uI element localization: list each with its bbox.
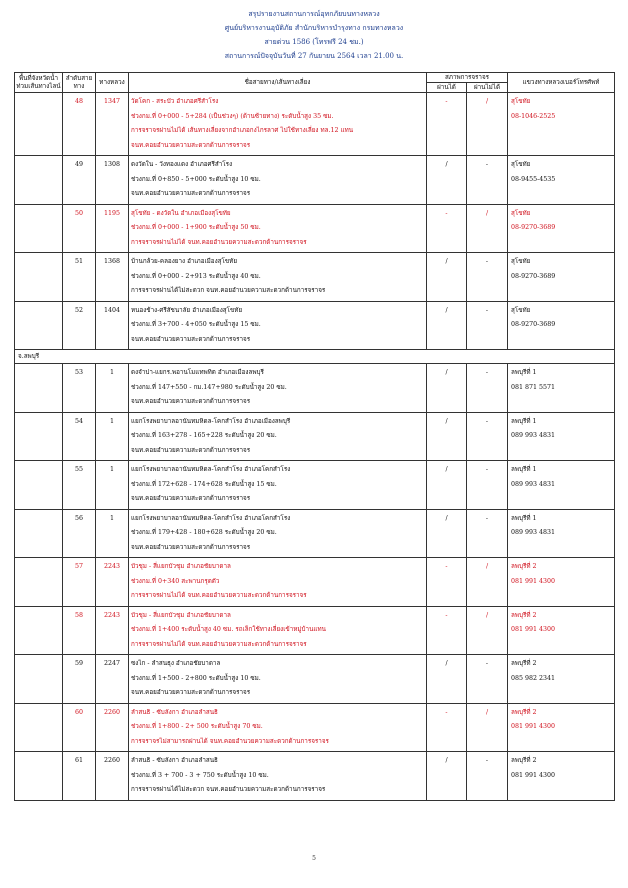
impassable-mark: - xyxy=(467,752,508,801)
table-row xyxy=(15,558,615,607)
phone-number: 089 993 4831 xyxy=(511,529,556,536)
phone-number: 081 991 4300 xyxy=(511,771,556,779)
route-line: การจราจรไม่สามารถผ่านได้ จนท.คอยอำนวยความสะดวกด้านการจราจร xyxy=(131,737,329,745)
highway-number: 2260 xyxy=(96,752,129,801)
row-number: 61 xyxy=(63,752,96,801)
province-label: จ.ลพบุรี xyxy=(15,350,615,364)
province-cell xyxy=(15,655,63,704)
contact-cell xyxy=(508,364,615,413)
row-number: 54 xyxy=(63,412,96,461)
route-line: ช่วงกม.ที่ 0+850 - 5+000 ระดับน้ำสูง 10 ซม. xyxy=(131,175,261,183)
passable-mark: / xyxy=(427,412,467,461)
passable-mark: / xyxy=(427,655,467,704)
province-cell xyxy=(15,461,63,510)
row-number: 56 xyxy=(63,509,96,558)
route-line: ช่วงกม.ที่ 0+000 - 1+900 ระดับน้ำสูง 50 ซม. xyxy=(131,224,261,231)
route-line: ช่วงกม.ที่ 3+700 - 4+050 ระดับน้ำสูง 15 ซม. xyxy=(131,321,261,328)
phone-number: 081 991 4300 xyxy=(511,577,556,585)
highway-number: 1195 xyxy=(96,204,129,253)
route-line: ช่วงกม.ที่ 1+500 - 2+800 ระดับน้ำสูง 10 ซม. xyxy=(131,674,261,682)
highway-number: 1404 xyxy=(96,301,129,350)
route-line: ช่วงกม.ที่ 1+400 ระดับน้ำสูง 40 ซม. รถเล็กใช้ทางเลี่ยงเข้าหมู่บ้านแทน xyxy=(131,626,326,633)
table-header xyxy=(15,73,615,93)
phone-number: 08-9455-4535 xyxy=(511,175,556,183)
highway-number: 2243 xyxy=(96,558,129,607)
table-row xyxy=(15,655,615,704)
district-office: สุโขทัย xyxy=(511,209,531,217)
route-line: ช่วงกม.ที่ 147+550 - กม.147+980 ระดับน้ำสูง 20 ซม. xyxy=(131,383,287,391)
impassable-mark: / xyxy=(467,93,508,156)
route-line: ช่วงกม.ที่ 3 + 700 - 3 + 750 ระดับน้ำสูง 10 ซม. xyxy=(131,771,269,779)
route-cell xyxy=(129,558,427,607)
passable-mark: - xyxy=(427,204,467,253)
row-number: 49 xyxy=(63,156,96,205)
passable-mark: - xyxy=(427,703,467,752)
route-line: ลำสนธิ - ซับลังกา อำเภอลำสนธิ xyxy=(131,708,218,716)
impassable-mark: - xyxy=(467,156,508,205)
phone-number: 08-1046-2525 xyxy=(511,112,556,120)
header-date: สถานการณ์ปัจจุบันวันที่ 27 กันยายน 2564 เวลา 21.00 น. xyxy=(224,52,404,60)
route-cell xyxy=(129,93,427,156)
row-number: 51 xyxy=(63,253,96,302)
row-number: 48 xyxy=(63,93,96,156)
table-row xyxy=(15,93,615,156)
phone-number: 08-9270-3689 xyxy=(511,224,556,231)
col-no: ลำดับสายทาง xyxy=(63,73,96,93)
row-number: 52 xyxy=(63,301,96,350)
table-row xyxy=(15,364,615,413)
impassable-mark: - xyxy=(467,412,508,461)
col-highway: ทางหลวง xyxy=(96,73,129,93)
province-cell xyxy=(15,301,63,350)
province-cell xyxy=(15,606,63,655)
phone-number: 089 993 4831 xyxy=(511,432,556,439)
province-cell xyxy=(15,509,63,558)
district-office: สุโขทัย xyxy=(511,306,531,314)
contact-cell xyxy=(508,606,615,655)
contact-cell xyxy=(508,558,615,607)
district-office: สุโขทัย xyxy=(511,98,531,105)
route-line: แยกโรงพยาบาลอานันทมหิดล-โคกสำโรง อำเภอเมืองลพบุรี xyxy=(131,417,291,425)
route-line: ดงจำปา-แยกร.พอานโมแทพทิต อำเภอเมืองลพบุรี xyxy=(131,369,264,376)
route-line: การจราจรผ่านไม่ได้ จนท.คอยอำนวยความสะดวกด้านการจราจร xyxy=(131,640,307,648)
route-line: ช่วงกม.ที่ 0+340 สะพานกรุดตัว xyxy=(131,577,220,585)
route-cell xyxy=(129,703,427,752)
route-line: แยกโรงพยาบาลอานันทมหิดล-โคกสำโรง อำเภอโคกสำโรง xyxy=(131,514,291,522)
route-line: บัวชุม - สี่แยกบัวชุม อำเภอชัยบาดาล xyxy=(131,563,231,570)
route-cell xyxy=(129,412,427,461)
district-office: ลพบุรีที่ 2 xyxy=(511,611,537,619)
route-line: การจราจรผ่านไม่ได้ จนท.คอยอำนวยความสะดวกด้านการจราจร xyxy=(131,592,307,599)
table-row xyxy=(15,412,615,461)
province-cell xyxy=(15,204,63,253)
col-province: พื้นที่จังหวัดน้ำท่วมเส้นทางไลน์ xyxy=(15,73,63,93)
col-route: ชื่อสายทาง/เส้นทางเลี่ยง xyxy=(129,73,427,93)
route-cell xyxy=(129,253,427,302)
contact-cell xyxy=(508,703,615,752)
row-number: 50 xyxy=(63,204,96,253)
district-office: สุโขทัย xyxy=(511,161,531,168)
impassable-mark: / xyxy=(467,703,508,752)
province-cell xyxy=(15,253,63,302)
impassable-mark: / xyxy=(467,558,508,607)
flood-report-table xyxy=(14,72,615,801)
route-line: แยกโรงพยาบาลอานันทมหิดล-โคกสำโรง อำเภอโคกสำโรง xyxy=(131,466,291,473)
row-number: 59 xyxy=(63,655,96,704)
table-row xyxy=(15,461,615,510)
contact-cell xyxy=(508,204,615,253)
route-line: ช่วงกม.ที่ 179+428 - 180+628 ระดับน้ำสูง 20 ซม. xyxy=(131,529,277,536)
route-line: บัวชุม - สี่แยกบัวชุม อำเภอชัยบาดาล xyxy=(131,611,231,619)
route-line: การจราจรผ่านได้ไม่สะดวก จนท.คอยอำนวยความสะดวกด้านการจราจร xyxy=(131,287,326,294)
route-cell xyxy=(129,204,427,253)
route-line: ช่วงกม.ที่ 0+000 - 2+913 ระดับน้ำสูง 40 ซม. xyxy=(131,272,261,280)
highway-number: 1 xyxy=(96,509,129,558)
route-line: ดงวัดใน - วังทองแดง อำเภอศรีสำโรง xyxy=(131,161,233,168)
route-cell xyxy=(129,364,427,413)
contact-cell xyxy=(508,412,615,461)
passable-mark: - xyxy=(427,606,467,655)
route-line: จนท.คอยอำนวยความสะดวกด้านการจราจร xyxy=(131,446,251,454)
route-line: สุโขทัย - ดงวัดใน อำเภอเมืองสุโขทัย xyxy=(131,209,231,217)
province-cell xyxy=(15,93,63,156)
district-office: ลพบุรีที่ 2 xyxy=(511,660,537,667)
province-cell xyxy=(15,558,63,607)
phone-number: 081 991 4300 xyxy=(511,723,556,730)
route-line: จนท.คอยอำนวยความสะดวกด้านการจราจร xyxy=(131,689,251,696)
passable-mark: / xyxy=(427,364,467,413)
passable-mark: / xyxy=(427,156,467,205)
contact-cell xyxy=(508,156,615,205)
route-cell xyxy=(129,461,427,510)
highway-number: 1 xyxy=(96,412,129,461)
route-line: จนท.คอยอำนวยความสะดวกด้านการจราจร xyxy=(131,335,251,343)
table-row xyxy=(15,301,615,350)
passable-mark: / xyxy=(427,301,467,350)
contact-cell xyxy=(508,253,615,302)
col-passable: ผ่านได้ xyxy=(427,83,467,93)
route-line: การจราจรผ่านไม่ได้ จนท.คอยอำนวยความสะดวกด้านการจราจร xyxy=(131,238,307,246)
route-cell xyxy=(129,606,427,655)
district-office: สุโขทัย xyxy=(511,258,531,265)
contact-cell xyxy=(508,655,615,704)
page-number: 5 xyxy=(312,855,316,862)
passable-mark: - xyxy=(427,93,467,156)
table-row xyxy=(15,204,615,253)
route-line: ซงไก - ลำสนธุง อำเภอชัยบาดาล xyxy=(131,660,221,667)
table-row xyxy=(15,606,615,655)
district-office: ลพบุรีที่ 2 xyxy=(511,563,537,570)
impassable-mark: - xyxy=(467,301,508,350)
passable-mark: / xyxy=(427,509,467,558)
route-line: จนท.คอยอำนวยความสะดวกด้านการจราจร xyxy=(131,543,251,551)
table-row xyxy=(15,156,615,205)
route-line: ช่วงกม.ที่ 172+628 - 174+628 ระดับน้ำสูง 15 ซม. xyxy=(131,480,277,488)
passable-mark: / xyxy=(427,253,467,302)
route-line: ช่วงกม.ที่ 163+278 - 165+228 ระดับน้ำสูง 20 ซม. xyxy=(131,432,277,439)
col-impassable: ผ่านไม่ได้ xyxy=(467,83,508,93)
highway-number: 1 xyxy=(96,461,129,510)
district-office: ลพบุรีที่ 1 xyxy=(511,369,537,376)
phone-number: 089 993 4831 xyxy=(511,480,556,488)
route-line: หนองช้าง-ศรีสัชนาลัย อำเภอเมืองสุโขทัย xyxy=(131,306,243,314)
table-row xyxy=(15,703,615,752)
highway-number: 1 xyxy=(96,364,129,413)
row-number: 53 xyxy=(63,364,96,413)
highway-number: 2260 xyxy=(96,703,129,752)
province-cell xyxy=(15,412,63,461)
district-office: ลพบุรีที่ 1 xyxy=(511,466,537,473)
province-cell xyxy=(15,156,63,205)
route-cell xyxy=(129,301,427,350)
phone-number: 081 991 4300 xyxy=(511,626,556,633)
route-line: วัดโคก - สระบัว อำเภอศรีสำโรง xyxy=(131,98,219,105)
row-number: 58 xyxy=(63,606,96,655)
route-line: จนท.คอยอำนวยความสะดวกด้านการจราจร xyxy=(131,190,251,197)
passable-mark: - xyxy=(427,558,467,607)
phone-number: 08-9270-3689 xyxy=(511,272,556,280)
impassable-mark: - xyxy=(467,461,508,510)
province-section xyxy=(15,350,615,364)
route-cell xyxy=(129,156,427,205)
table-row xyxy=(15,752,615,801)
district-office: ลพบุรีที่ 1 xyxy=(511,514,537,522)
province-cell xyxy=(15,752,63,801)
highway-number: 1347 xyxy=(96,93,129,156)
passable-mark: / xyxy=(427,461,467,510)
contact-cell xyxy=(508,93,615,156)
table-row xyxy=(15,253,615,302)
route-cell xyxy=(129,509,427,558)
route-line: ช่วงกม.ที่ 0+000 - 5+284 (เป็นช่วงๆ) (ด้านซ้ายทาง) ระดับน้ำสูง 35 ซม. xyxy=(131,112,334,120)
highway-number: 1368 xyxy=(96,253,129,302)
phone-number: 085 982 2341 xyxy=(511,674,556,682)
row-number: 55 xyxy=(63,461,96,510)
highway-number: 2243 xyxy=(96,606,129,655)
contact-cell xyxy=(508,752,615,801)
table-body-sukhothai xyxy=(15,93,615,350)
impassable-mark: - xyxy=(467,364,508,413)
impassable-mark: - xyxy=(467,509,508,558)
col-status: สภาพการจราจร xyxy=(427,73,508,83)
contact-cell xyxy=(508,461,615,510)
passable-mark: / xyxy=(427,752,467,801)
contact-cell xyxy=(508,301,615,350)
district-office: ลพบุรีที่ 2 xyxy=(511,708,537,716)
phone-number: 08-9270-3689 xyxy=(511,321,556,328)
impassable-mark: - xyxy=(467,655,508,704)
district-office: ลพบุรีที่ 2 xyxy=(511,757,537,764)
header-hotline: สายด่วน 1586 (โทรฟรี 24 ชม.) xyxy=(264,38,364,46)
row-number: 57 xyxy=(63,558,96,607)
impassable-mark: - xyxy=(467,253,508,302)
district-office: ลพบุรีที่ 1 xyxy=(511,417,537,425)
route-cell xyxy=(129,752,427,801)
impassable-mark: / xyxy=(467,606,508,655)
route-line: การจราจรผ่านไม่ได้ เส้นทางเลี่ยงจากอำเภอกงไกรลาศ ไปใช้ทางเลี่ยง ทล.12 แทน xyxy=(131,127,354,134)
header-office: ศูนย์บริหารงานอุบัติภัย สำนักบริหารบำรุงทาง กรมทางหลวง xyxy=(224,24,404,32)
route-line: บ้านกล้วย-คลองยาง อำเภอเมืองสุโขทัย xyxy=(131,258,238,265)
province-cell xyxy=(15,364,63,413)
route-line: จนท.คอยอำนวยความสะดวกด้านการจราจร xyxy=(131,141,251,149)
province-cell xyxy=(15,703,63,752)
route-line: จนท.คอยอำนวยความสะดวกด้านการจราจร xyxy=(131,495,251,502)
route-line: ลำสนธิ - ซับลังกา อำเภอลำสนธิ xyxy=(131,757,218,764)
route-line: การจราจรผ่านได้ไม่สะดวก จนท.คอยอำนวยความสะดวกด้านการจราจร xyxy=(131,786,326,793)
impassable-mark: / xyxy=(467,204,508,253)
phone-number: 081 871 5571 xyxy=(511,383,556,391)
table-body-lopburi xyxy=(15,364,615,801)
col-contact: แขวงทางหลวงเบอร์โทรศัพท์ xyxy=(508,73,615,93)
route-line: จนท.คอยอำนวยความสะดวกด้านการจราจร xyxy=(131,398,251,405)
route-cell xyxy=(129,655,427,704)
header-title: สรุปรายงานสถานการณ์อุทกภัยบนทางหลวง xyxy=(248,10,380,18)
row-number: 60 xyxy=(63,703,96,752)
highway-number: 2247 xyxy=(96,655,129,704)
highway-number: 1308 xyxy=(96,156,129,205)
table-row xyxy=(15,509,615,558)
contact-cell xyxy=(508,509,615,558)
route-line: ช่วงกม.ที่ 1+800 - 2+ 500 ระดับน้ำสูง 70 ซม. xyxy=(131,723,263,730)
